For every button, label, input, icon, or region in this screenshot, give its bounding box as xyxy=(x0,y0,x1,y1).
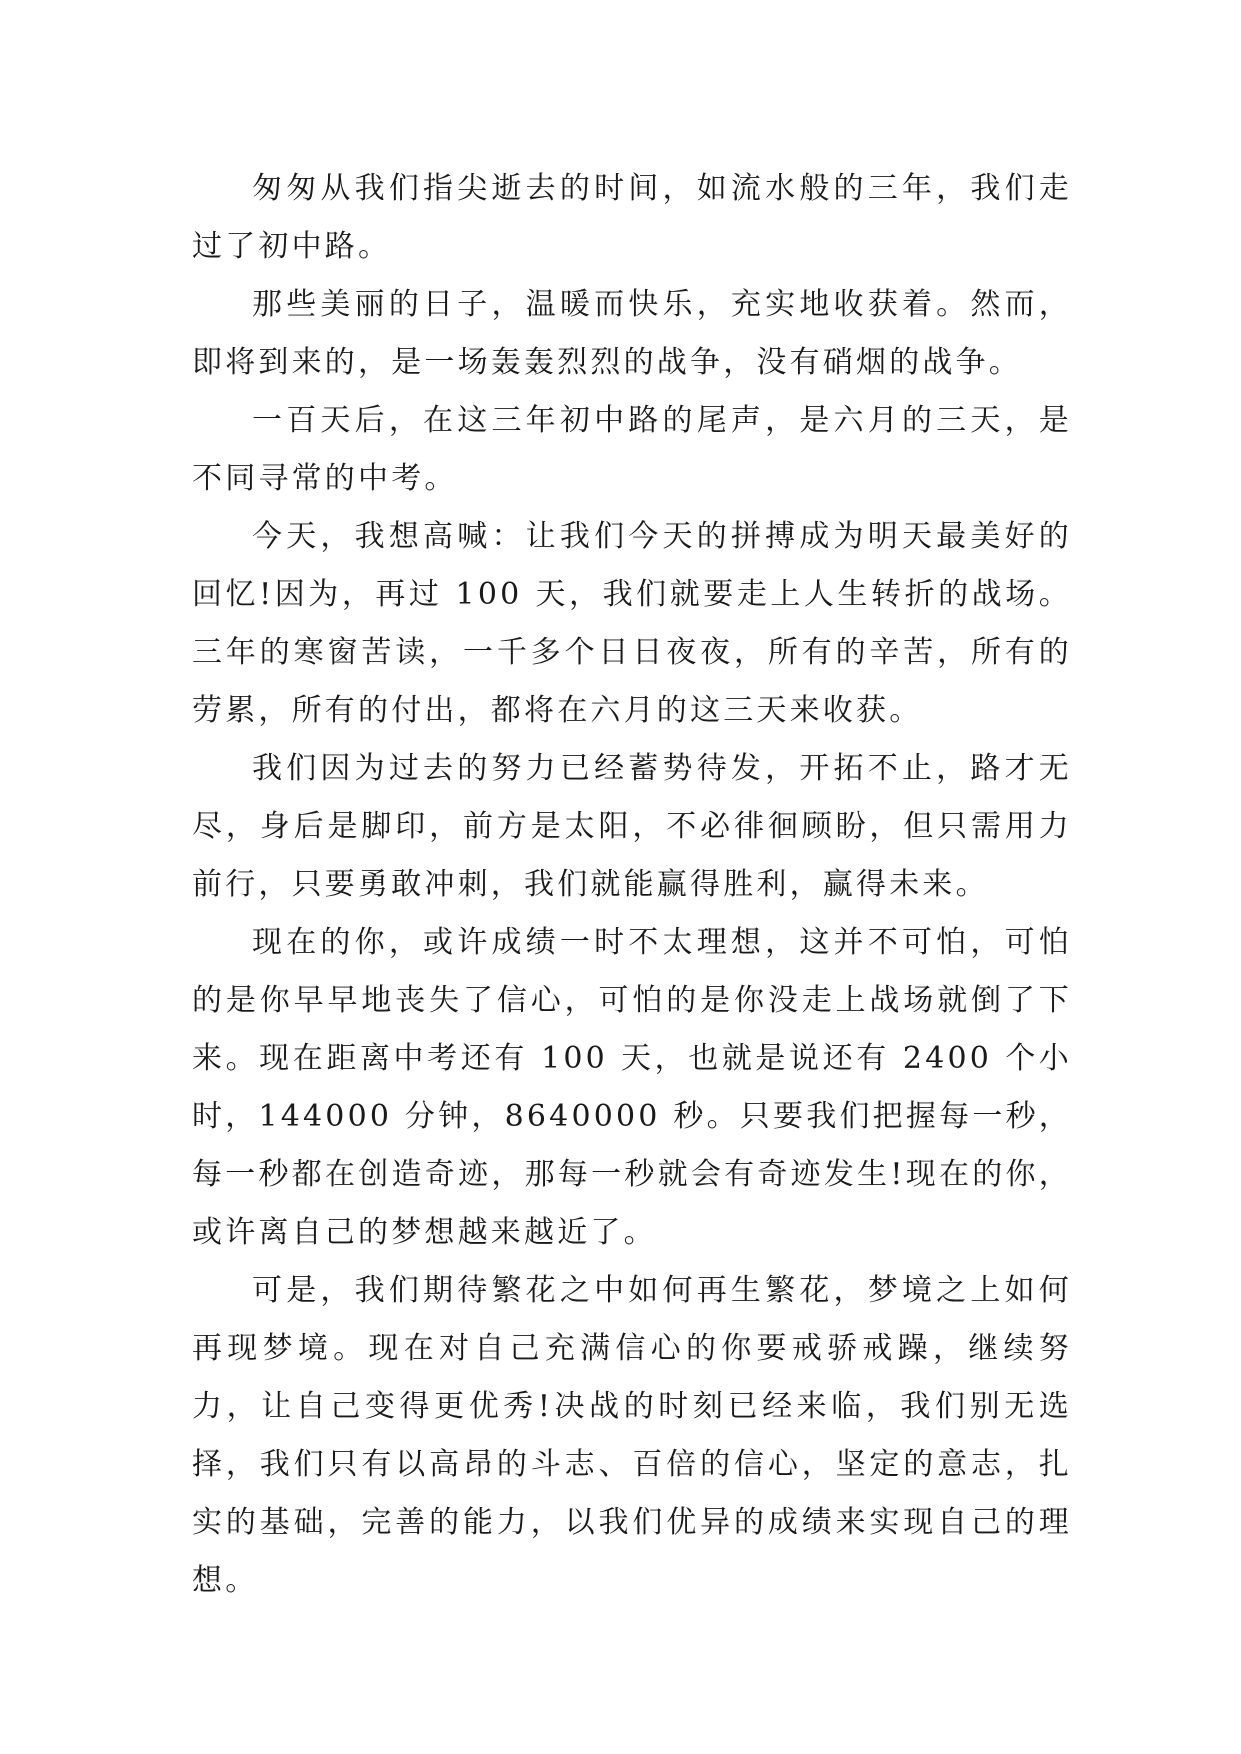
paragraph-3: 一百天后，在这三年初中路的尾声，是六月的三天，是不同寻常的中考。 xyxy=(192,403,1072,496)
paragraph-7: 可是，我们期待繁花之中如何再生繁花，梦境之上如何再现梦境。现在对自己充满信心的你要戒骄戒躁，继续努力，让自己变得更优秀!决战的时刻已经来临，我们别无选择，我们只有以高昂的斗志、百倍的信心，坚定的意志，扎实的基础，完善的能力，以我们优异的成绩来实现自己的理想。 xyxy=(192,1273,1072,1598)
paragraph-5: 我们因为过去的努力已经蓄势待发，开拓不止，路才无尽，身后是脚印，前方是太阳，不必徘徊顾盼，但只需用力前行，只要勇敢冲刺，我们就能赢得胜利，赢得未来。 xyxy=(192,751,1072,902)
document-page xyxy=(192,160,1072,1610)
paragraph-6: 现在的你，或许成绩一时不太理想，这并不可怕，可怕的是你早早地丧失了信心，可怕的是你没走上战场就倒了下来。现在距离中考还有 100 天，也就是说还有 2400 个小时，144000 分钟，8640000 秒。只要我们把握每一秒，每一秒都在创造奇迹，那每一秒就会有奇迹发生!现在的你，或许离自己的梦想越来越近了。 xyxy=(192,925,1072,1250)
paragraph-4: 今天，我想高喊：让我们今天的拼搏成为明天最美好的回忆!因为，再过 100 天，我们就要走上人生转折的战场。三年的寒窗苦读，一千多个日日夜夜，所有的辛苦，所有的劳累，所有的付出，都将在六月的这三天来收获。 xyxy=(192,519,1072,728)
paragraph-2: 那些美丽的日子，温暖而快乐，充实地收获着。然而，即将到来的，是一场轰轰烈烈的战争，没有硝烟的战争。 xyxy=(192,287,1072,380)
paragraph-1: 匆匆从我们指尖逝去的时间，如流水般的三年，我们走过了初中路。 xyxy=(192,171,1072,264)
